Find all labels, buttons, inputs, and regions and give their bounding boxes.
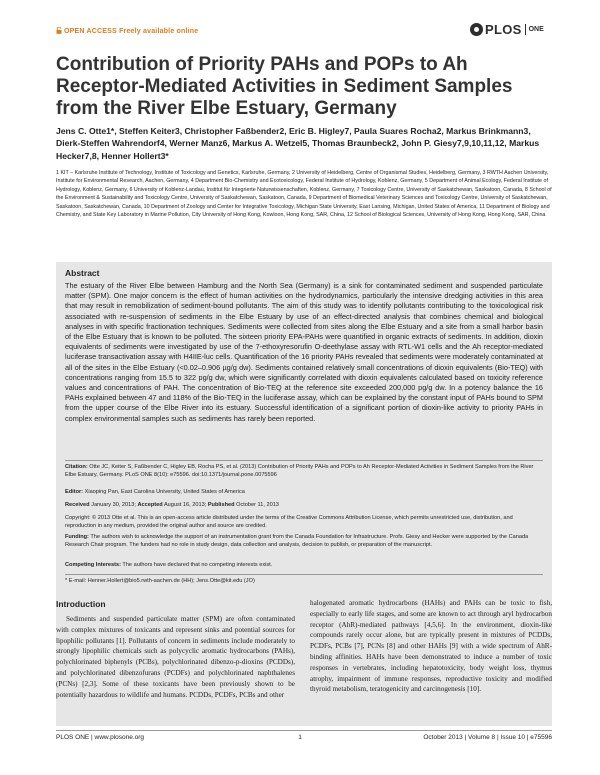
introduction-right-column: halogenated aromatic hydrocarbons (HAHs) and PAHs can be toxic to fish, especially to early life stages, and some are known to act through aryl hydrocarbon receptor (AhR)-mediated pathways [4,5,6]. In the environment, dioxin-like compounds rarely occur alone, but are typically present in mixtures of PCDDs, PCDFs, PCBs [7], PCNs [8] and other HAHs [9] with a wide spectrum of AhR-binding affinities. HAHs have been demonstrated to induce a number of toxic responses in vertebrates, including hepatotoxicity, body weight loss, thymus atrophy, impairment of immune responses, reproductive toxicity and modified thyroid metabolism, teratogenicity and carcinogenesis [10]. bbox=[310, 599, 552, 694]
citation bbox=[65, 463, 543, 479]
logo-separator bbox=[525, 24, 526, 35]
plos-logo-text: PLOS bbox=[485, 21, 522, 37]
page-number: 1 bbox=[298, 734, 302, 741]
access-label: ACCESS bbox=[86, 28, 117, 35]
citation-label: Citation: bbox=[65, 464, 88, 470]
published-date: October 11, 2013 bbox=[236, 502, 279, 508]
competing-text: The authors have declared that no competing interests exist. bbox=[122, 562, 273, 568]
funding-label: Funding: bbox=[65, 534, 89, 540]
corresponding-email[interactable]: * E-mail: Henner.Hollert@bio5.rwth-aachen.de (HH); Jens.Otte@kit.edu (JO) bbox=[65, 578, 255, 584]
footer-issue: October 2013 | Volume 8 | Issue 10 | e75596 bbox=[423, 734, 552, 741]
published-label: Published bbox=[207, 502, 235, 508]
email-divider bbox=[65, 574, 543, 575]
accepted-date: August 16, 2013; bbox=[163, 502, 207, 508]
open-access-banner bbox=[56, 27, 198, 35]
introduction-heading: Introduction bbox=[56, 599, 106, 609]
plos-one-text: ONE bbox=[528, 25, 544, 33]
copyright: Copyright: © 2013 Otte et al. This is an open-access article distributed under the terms of the Creative Commons Attribution License, which permits unrestricted use, distribution, and reproduction in any medium, provided the original author and source are credited. bbox=[65, 515, 513, 530]
abstract-heading: Abstract bbox=[65, 268, 100, 278]
plos-logo-icon bbox=[470, 23, 483, 36]
introduction-left-column: Sediments and suspended particulate matter (SPM) are often contaminated with complex mixtures of toxicants and represent sinks and potential sources for lipophilic pollutants [1]. Pollutants of concern in sediments include moderately to strongly lipophilic chemicals such as polycyclic aromatic hydrocarbons (PAHs), polychlorinated biphenyls (PCBs), polychlorinated dibenzo-p-dioxins (PCDDs), and polychlorinated dibenzofurans (PCDFs) and polychlorinated naphthalenes (PCNs) [2,3]. Some of these toxicants have been previously shown to be potentially hazardous to wildlife and humans. PCDDs, PCDFs, PCBs and other bbox=[56, 615, 295, 699]
funding bbox=[65, 533, 543, 549]
editor bbox=[65, 488, 543, 496]
citation-text: Otte JC, Keiter S, Faßbender C, Higley EB, Rocha PS, et al. (2013) Contribution of Priority PAHs and POPs to Ah Receptor-Mediated Activities in Sediment Samples from the River Elbe Estuary, Germany. PLoS ONE 8(10): e75596. doi:10.1371/journal.pone.0075596 bbox=[65, 464, 534, 479]
received-date: January 30, 2013; bbox=[91, 502, 136, 508]
abstract-text: The estuary of the River Elbe between Hamburg and the North Sea (Germany) is a sink for contaminated sediment and suspended particulate matter (SPM). One major concern is the effect of human activities on the hydrodynamics, particularly the intensive dredging activities in this area that may result in remobilization of sediment-bound pollutants. The aim of this study was to identify pollutants contributing to the toxicological risk associated with re-suspension of sediments in the Elbe Estuary by use of an effect-directed analysis that combines chemical and biological analyses in with specific fractionation techniques. Sediments were collected from sites along the Elbe Estuary and a site from a small harbor basin of the Elbe Estuary that is known to be polluted. The sixteen priority EPA-PAHs were quantified in organic extracts of sediments. In addition, dioxin equivalents of sediments were investigated by use of the 7-ethoxyresorufin O-deethylase assay with RTL-W1 cells and the Ah receptor-mediated luciferase transactivation assay with H4IIE-luc cells. Quantification of the 16 priority PAHs revealed that sediments were moderately contaminated at all of the sites in the Elbe Estuary (<0.02–0.906 µg/g dw). Sediments contained relatively small concentrations of dioxin equivalents (Bio-TEQ) with concentrations ranging from 15.5 to 322 pg/g dw, which were significantly correlated with dioxin equivalents calculated based on toxicity reference values and concentrations of PAH. The concentration of Bio-TEQ at the reference site exceeded 200,000 pg/g dw. In a potency balance the 16 PAHs explained between 47 and 118% of the Bio-TEQ in the luciferase assay, which can be explained by the constant input of PAHs bound to SPM from the upper course of the Elbe River into its estuary. Successful identification of a significant portion of dioxin-like activity to priority PAHs in complex environmental samples such as sediments has rarely been reported. bbox=[65, 281, 543, 423]
editor-label: Editor: bbox=[65, 489, 84, 495]
journal-logo bbox=[470, 21, 544, 37]
abstract-divider bbox=[65, 460, 543, 461]
received-label: Received bbox=[65, 502, 90, 508]
freely-available-label: Freely available online bbox=[119, 28, 199, 35]
accepted-label: Accepted bbox=[137, 502, 163, 508]
editor-text: Xiaoping Pan, East Carolina University, United States of America bbox=[84, 489, 245, 495]
open-label: OPEN bbox=[64, 28, 85, 35]
article-title: Contribution of Priority PAHs and POPs to Ah Receptor-Mediated Activities in Sediment Samples from the River Elbe Estuary, Germany bbox=[56, 54, 513, 119]
author-list: Jens C. Otte1*, Steffen Keiter3, Christopher Faßbender2, Eric B. Higley7, Paula Suares Rocha2, Markus Brinkmann3, Dierk-Steffen Wahrendorf4, Werner Manz6, Markus A. Wetzel5, Thomas Braunbeck2, John P. Giesy7,9,10,11,12, Markus Hecker7,8, Henner Hollert3* bbox=[56, 126, 540, 161]
competing-label: Competing Interests: bbox=[65, 562, 121, 568]
footer-journal[interactable]: PLOS ONE | www.plosone.org bbox=[56, 734, 145, 741]
affiliations: 1 KIT – Karlsruhe Institute of Technology, Institute of Toxicology and Genetics, Karlsruhe, Germany, 2 University of Heidelberg, Centre of Organismal Studies, Heidelberg, Germany, 3 RWTH Aachen University, Institute for Environmental Research, Aachen, Germany, 4 Department Bio-Chemistry and Ecotoxicology, Federal Institute of Hydrology, Koblenz, Germany, 5 Department of Animal Ecology, Federal Institute of Hydrology, Koblenz, Germany, 6 University of Koblenz-Landau, Institut für Integrierte Naturwissenschaften, Koblenz, Germany, 7 Toxicology Centre, University of Saskatchewan, Saskatoon, Canada, 8 School of the Environment & Sustainability and Toxicology Centre, University of Saskatchewan, Saskatoon, Canada, 9 Department of Biomedical Veterinary Sciences and Toxicology Centre, University of Saskatchewan, Saskatoon, Saskatchewan, Canada, 10 Department of Zoology and Center for Integrative Toxicology, Michigan State University, East Lansing, Michigan, United States of America, 11 Department of Biology and Chemistry, and State Key Laboratory in Marine Pollution, City University of Hong Kong, Kowloon, Hong Kong, SAR, China, 12 School of Biological Sciences, University of Hong Kong, Hong Kong, SAR, China bbox=[56, 170, 552, 219]
competing-interests bbox=[65, 561, 543, 569]
funding-text: The authors wish to acknowledge the support of an instrumentation grant from the Canada Foundation for Infrastructure. Profs. Giesy and Hecker were supported by the Canada Research Chair program. The funders had no role in study design, data collection and analysis, decision to publish, or preparation of the manuscript. bbox=[65, 534, 529, 549]
dates bbox=[65, 501, 543, 509]
footer-divider bbox=[56, 730, 552, 731]
open-access-lock-icon bbox=[56, 27, 62, 34]
